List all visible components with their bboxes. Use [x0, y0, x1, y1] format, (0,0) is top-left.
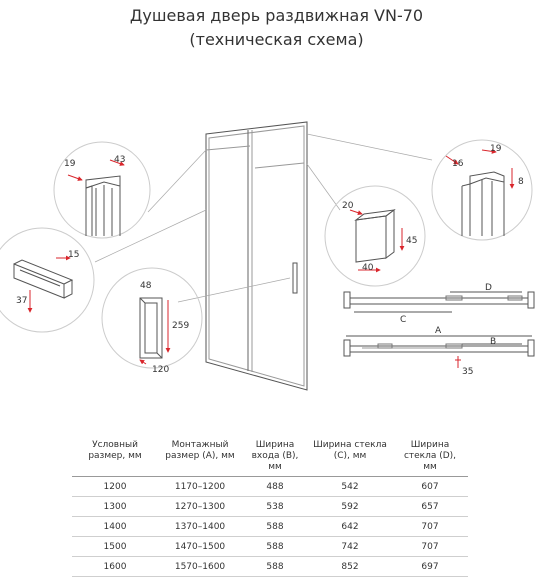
spec-table: [72, 438, 468, 577]
table-cell: 488: [242, 477, 308, 497]
dim-8: 8: [518, 177, 524, 187]
detail-top-left: [54, 142, 150, 238]
plan-view-bottom: [344, 326, 534, 377]
table-cell: 1170–1200: [158, 477, 242, 497]
dim-259: 259: [172, 321, 190, 331]
dim-120: 120: [152, 365, 170, 375]
table-cell: 1400: [72, 517, 158, 537]
table-cell: 852: [308, 557, 392, 577]
label-a: A: [435, 326, 442, 336]
table-row: [72, 557, 468, 577]
dim-19: 19: [64, 159, 76, 169]
table-cell: 1300: [72, 497, 158, 517]
table-cell: 1370–1400: [158, 517, 242, 537]
table-cell: 697: [392, 557, 468, 577]
table-row: [72, 497, 468, 517]
label-c: C: [400, 315, 407, 325]
dim-48: 48: [140, 281, 152, 291]
page-subtitle: (техническая схема): [189, 30, 364, 49]
header-glass-c: Ширина стекла (C), мм: [308, 438, 392, 477]
detail-rail: [0, 228, 94, 332]
dim-43: 43: [114, 155, 126, 165]
table-row: [72, 537, 468, 557]
dim-15: 15: [68, 250, 80, 260]
dim-37: 37: [16, 296, 28, 306]
table-cell: 642: [308, 517, 392, 537]
table-cell: 657: [392, 497, 468, 517]
table-cell: 1600: [72, 557, 158, 577]
plan-view-top: [344, 283, 534, 325]
table-cell: 588: [242, 517, 308, 537]
page-title: Душевая дверь раздвижная VN-70: [129, 6, 424, 25]
detail-block: [325, 186, 425, 286]
table-cell: 742: [308, 537, 392, 557]
label-d: D: [485, 283, 492, 293]
table-row: [72, 517, 468, 537]
dim-19-right: 19: [490, 144, 502, 154]
table-cell: 542: [308, 477, 392, 497]
dim-45: 45: [406, 236, 418, 246]
detail-top-right: [432, 140, 532, 240]
table-cell: 538: [242, 497, 308, 517]
dim-20: 20: [342, 201, 354, 211]
table-cell: 588: [242, 537, 308, 557]
door-handle: [293, 263, 297, 293]
table-cell: 1570–1600: [158, 557, 242, 577]
header-mounting-size: Монтажный размер (A), мм: [158, 438, 242, 477]
table-cell: 592: [308, 497, 392, 517]
dim-35: 35: [462, 367, 474, 377]
label-b: B: [490, 337, 497, 347]
table-cell: 1500: [72, 537, 158, 557]
dim-40: 40: [362, 263, 374, 273]
header-entry-width: Ширина входа (B), мм: [242, 438, 308, 477]
table-cell: 1270–1300: [158, 497, 242, 517]
dim-16: 16: [452, 159, 464, 169]
table-header-row: [72, 438, 468, 477]
table-cell: 1200: [72, 477, 158, 497]
table-cell: 1470–1500: [158, 537, 242, 557]
header-nominal-size: Условный размер, мм: [72, 438, 158, 477]
header-glass-d: Ширина стекла (D), мм: [392, 438, 468, 477]
door-frame: [206, 122, 307, 390]
table-cell: 607: [392, 477, 468, 497]
table-row: [72, 477, 468, 497]
table-cell: 707: [392, 517, 468, 537]
table-cell: 707: [392, 537, 468, 557]
leader-lines: [95, 134, 432, 302]
table-cell: 588: [242, 557, 308, 577]
detail-handle: [102, 268, 202, 375]
